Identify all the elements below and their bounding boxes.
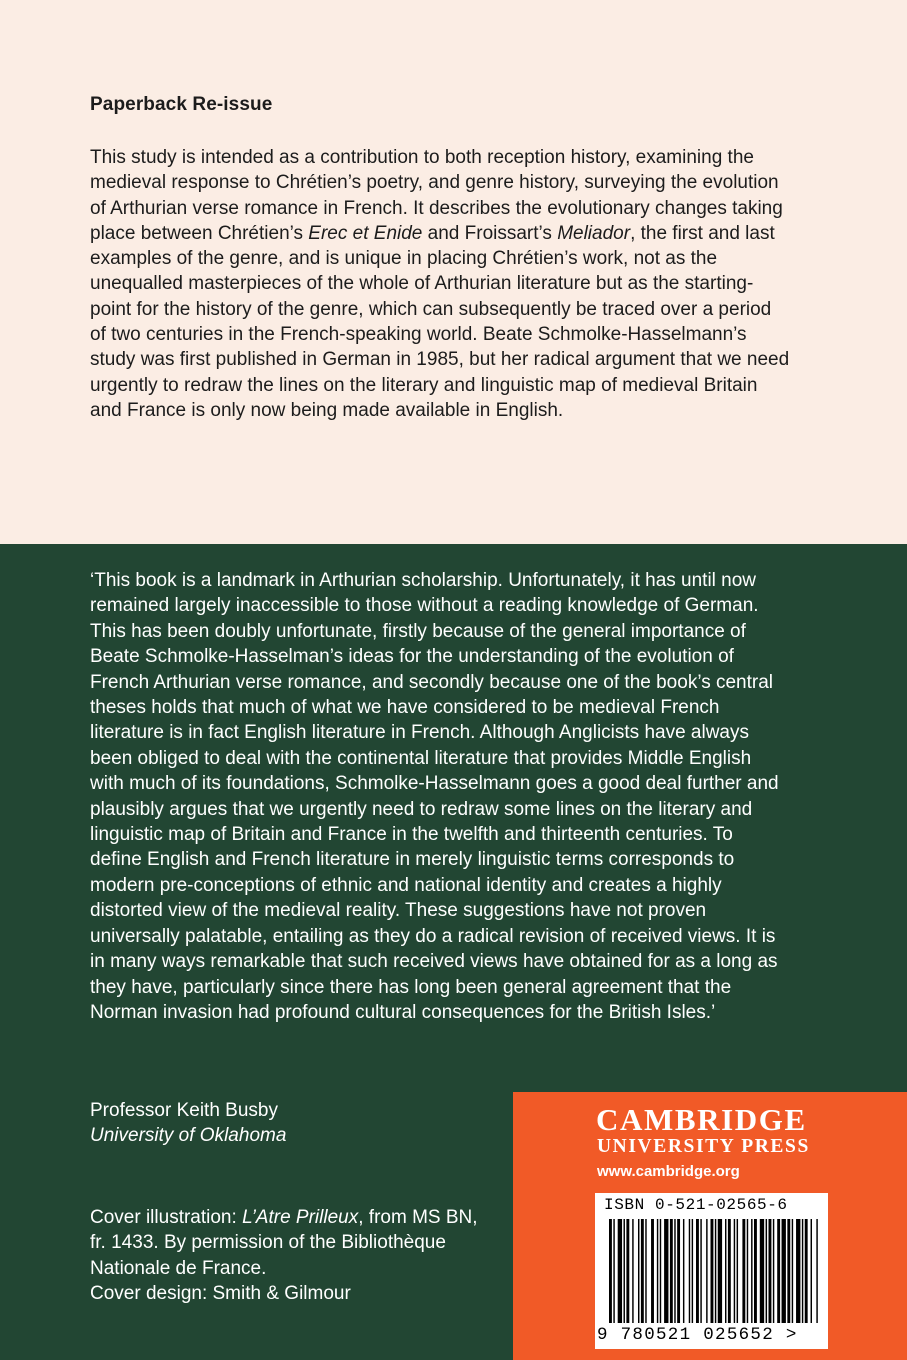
blurb-segment: and Froissart’s <box>422 222 558 244</box>
barcode-bar <box>718 1219 722 1323</box>
credit-illustration-title: L’Atre Prilleux <box>242 1207 359 1228</box>
credit-prefix: Cover illustration: <box>90 1207 243 1228</box>
publisher-url: www.cambridge.org <box>597 1163 740 1180</box>
barcode-bar <box>816 1219 817 1323</box>
publisher-name: CAMBRIDGE <box>596 1102 807 1137</box>
barcode-box <box>595 1193 828 1349</box>
publisher-block <box>513 1092 907 1360</box>
barcode-bar <box>734 1219 735 1323</box>
barcode-bar <box>728 1219 731 1323</box>
barcode-bar <box>674 1219 675 1323</box>
barcode-bar <box>725 1219 726 1323</box>
barcode-bar <box>692 1219 693 1323</box>
barcode-bar <box>802 1219 803 1323</box>
barcode-bar <box>632 1219 633 1323</box>
barcode-bar <box>696 1219 699 1323</box>
barcode-bar <box>664 1219 668 1323</box>
cover-credits <box>90 1205 490 1307</box>
blurb-segment: This study is intended as a contribution to both reception history, examining the medieval response to Chrétien’s poetry, and genre history, surveying the evolution of Arthurian verse romance in French. It describes the evolutionary changes taking place between Chrétien’s <box>90 147 783 244</box>
barcode-bar <box>766 1219 767 1323</box>
barcode-bar <box>805 1219 808 1323</box>
description-panel <box>0 0 907 544</box>
barcode-bar <box>811 1219 812 1323</box>
blurb-title-erec: Erec et Enide <box>308 222 423 244</box>
barcode-bar <box>777 1219 780 1323</box>
barcode-bar <box>773 1219 774 1323</box>
barcode-bar <box>747 1219 748 1323</box>
barcode-bar <box>754 1219 757 1323</box>
review-quote: ‘This book is a landmark in Arthurian scholarship. Unfortunately, it has until now remained largely inaccessible to those without a reading knowledge of German. This has been doubly unfortunate, firstly because of the general importance of Beate Schmolke-Hasselman’s ideas for the understanding of the evolution of French Arthurian verse romance, and secondly because one of the book’s central theses holds that much of what we have considered to be medieval French literature is in fact English literature in French. Although Anglicists have always been obliged to deal with the continental literature that provides Middle English with much of its foundations, Schmolke-Hasselmann goes a good deal further and plausibly argues that we urgently need to redraw some lines on the literary and linguistic map of Britain and France in the twelfth and thirteenth centuries. To define English and French literature in merely linguistic terms corresponds to modern pre-conceptions of ethnic and national identity and creates a highly distorted view of the medieval reality. These suggestions have not proven universally palatable, entailing as they do a radical revision of received views. It is in many ways remarkable that such received views have obtained for as a long as they have, particularly since there has long been general agreement that the Norman invasion had profound cultural consequences for the British Isles.’ <box>90 570 779 1023</box>
reviewer-name: Professor Keith Busby <box>90 1100 278 1121</box>
barcode-bar <box>760 1219 764 1323</box>
barcode-bar <box>626 1219 629 1323</box>
barcode-bar <box>751 1219 752 1323</box>
ean-digits: 9 780521 025652 > <box>597 1325 798 1345</box>
barcode-bar <box>769 1219 772 1323</box>
barcode-bar <box>742 1219 745 1323</box>
barcode-bar <box>670 1219 673 1323</box>
barcode-bar <box>641 1219 644 1323</box>
barcode-icon <box>595 1217 828 1325</box>
barcode-bar <box>657 1219 658 1323</box>
barcode-bar <box>715 1219 716 1323</box>
isbn-label: ISBN 0-521-02565-6 <box>604 1196 788 1214</box>
barcode-bar <box>613 1219 614 1323</box>
barcode-bar <box>796 1219 800 1323</box>
barcode-bar <box>609 1219 612 1323</box>
publisher-press: UNIVERSITY PRESS <box>597 1136 810 1157</box>
barcode-bar <box>677 1219 680 1323</box>
barcode-bar <box>638 1219 639 1323</box>
credit-source: , from MS BN, fr. 1433. By permission of the Bibliothèque Nationale de France. <box>90 1207 478 1279</box>
barcode-bar <box>782 1219 786 1323</box>
blurb-title-meliador: Meliador <box>557 222 631 244</box>
barcode-bar <box>624 1219 625 1323</box>
barcode-bar <box>651 1219 654 1323</box>
barcode-bar <box>792 1219 793 1323</box>
reviewer-attribution <box>90 1098 286 1149</box>
reviewer-affiliation: University of Oklahoma <box>90 1125 287 1147</box>
barcode-bar <box>711 1219 714 1323</box>
barcode-bar <box>683 1219 684 1323</box>
barcode-bar <box>618 1219 622 1323</box>
barcode-bar <box>645 1219 646 1323</box>
barcode-bar <box>787 1219 790 1323</box>
barcode-bar <box>700 1219 701 1323</box>
reissue-heading: Paperback Re-issue <box>90 94 273 115</box>
book-description <box>90 145 790 423</box>
blurb-segment: , the first and last examples of the genre, and is unique in placing Chrétien’s work, not as the unequalled masterpieces of the whole of Arthurian literature but as the starting-point for the history of the genre, which can subsequently be traced over a period of two centuries in the French-speaking world. Beate Schmolke-Hasselmann’s study was first published in German in 1985, but her radical argument that we need urgently to redraw the lines on the literary and linguistic map of medieval Britain and France is only now being made available in English. <box>90 222 790 421</box>
barcode-bar <box>706 1219 707 1323</box>
barcode-bar <box>689 1219 690 1323</box>
barcode-bar <box>737 1219 738 1323</box>
barcode-bar <box>660 1219 661 1323</box>
credit-design: Cover design: Smith & Gilmour <box>90 1283 351 1305</box>
